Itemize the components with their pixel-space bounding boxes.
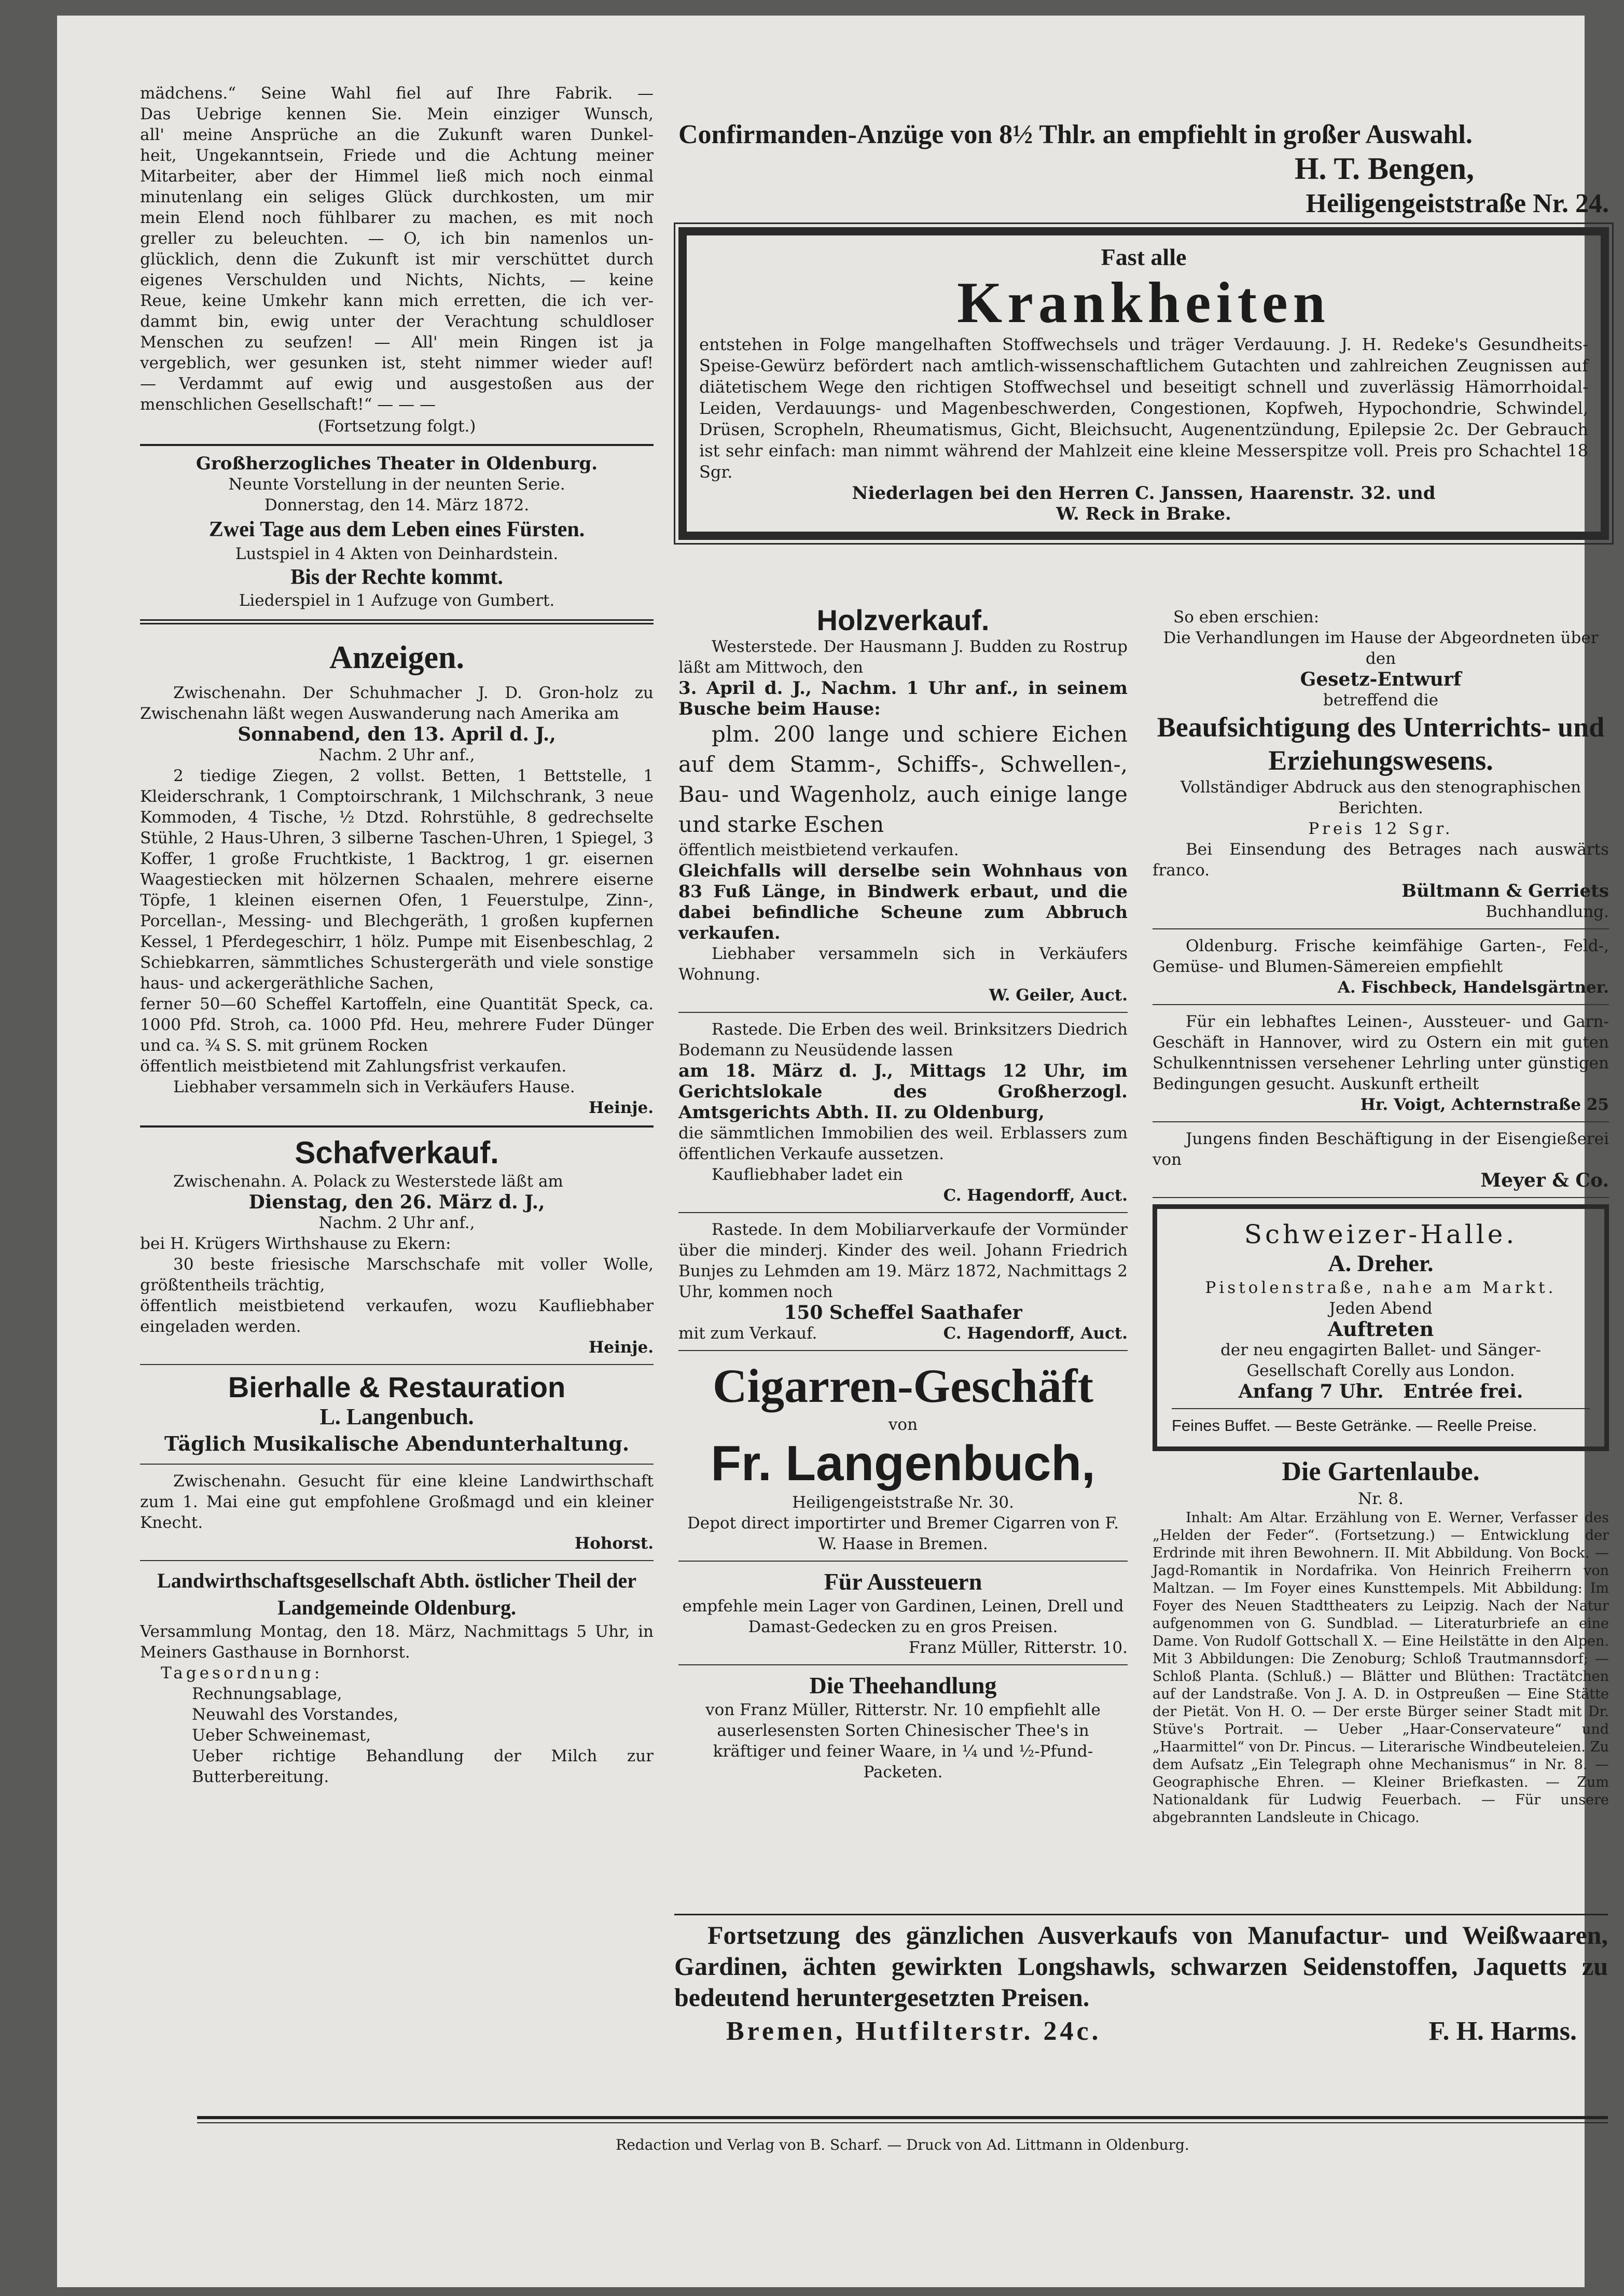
- story-line: minutenlang ein seliges Glück durchkosten, um mir: [140, 188, 654, 206]
- auction-date: Sonnabend, den 13. April d. J.,: [238, 723, 556, 745]
- right-column: [1153, 607, 1609, 1827]
- auction-signature: Heinje.: [588, 1098, 654, 1117]
- schweizer-halle-address: Pistolenstraße, nahe am Markt.: [1205, 1278, 1557, 1297]
- story-line: Das Uebrige kennen Sie. Mein einziger Wunsch,: [140, 105, 654, 123]
- anzeigen-heading: Anzeigen.: [329, 640, 465, 675]
- bueltmann: Bültmann & Gerriets: [1401, 881, 1609, 901]
- krankheiten-sale: Niederlagen bei den Herren C. Janssen, Haarenstr. 32. und: [852, 483, 1436, 504]
- gartenlaube-body: Inhalt: Am Altar. Erzählung von E. Werner, Verfasser des „Helden der Feder“. (Fortsetzung.) — Entwicklung der Erdrinde mit ihren Bewohnern. II. Mit Abbildung. Von Bock. — Jagd-Romantik in Nordafrika. Von Heinrich Freiherrn von Maltzan. — Im Foyer eines Kunsttempels. Mit Abbildung: Im Foyer des Neuen Stadttheaters zu Leipzig. Nach der Natur aufgenommen von G. Sundblad. — Literaturbriefe an eine Dame. Von Rudolf Gottschall X. — Eine Heilstätte in den Alpen. Mit 3 Abbildungen: Die Zenoburg; Schloß Trautmannsdorf; — Schloß Planta. (Schluß.) — Blätter und Blüthen: Tractätchen auf der Landstraße. Von J. A. D. in Ostpreußen — Eine Stätte der Pietät. Von H. O. — Der erste Bürger seiner Stadt mit Dr. Stüve's Portrait. — Ueber „Haar-Conservateure“ und „Haarmittel“ von Dr. Pincus. — Literarische Windbeuteleien. Zu dem Aufsatz „Ein Telegraph ohne Mechanismus“ in Nr. 8. — Geographische Ehren. — Kleiner Briefkasten. — Zum Nationaldank für Ludwig Feuerbach. — Für unsere abgebrannten Landsleute in Chicago.: [1153, 1510, 1609, 1826]
- story-line: Reue, keine Umkehr kann mich erretten, die ich ver-: [140, 291, 654, 310]
- cigarren-von: von: [888, 1415, 918, 1434]
- leinen-body: Für ein lebhaftes Leinen-, Aussteuer- und Garn-Geschäft in Hannover, wird zu Ostern ein mit guten Schulkenntnissen versehener Lehrling unter günstigen Bedingungen gesucht. Auskunft ertheilt: [1153, 1012, 1609, 1093]
- theater-subtitle: Neunte Vorstellung in der neunten Serie.: [228, 475, 565, 494]
- cigarren-body: Depot direct importirter und Bremer Cigarren von F. W. Haase in Bremen.: [687, 1514, 1119, 1553]
- agenda-item: Ueber richtige Behandlung der Milch zur Butterbereitung.: [192, 1747, 654, 1786]
- story-line: mein Elend noch fühlbarer zu machen, es mit noch: [140, 208, 654, 227]
- aussteuern-title: Für Aussteuern: [824, 1568, 982, 1595]
- schaf-place: bei H. Krügers Wirthshause zu Ekern:: [140, 1234, 451, 1253]
- theater-play2-desc: Liederspiel in 1 Aufzuge von Gumbert.: [239, 591, 555, 610]
- rastede-1-body: die sämmtlichen Immobilien des weil. Erblassers zum öffentlichen Verkaufe aussetzen.: [678, 1124, 1128, 1163]
- schweizer-halle-ad: [1153, 1204, 1609, 1451]
- auction-items: 2 tiedige Ziegen, 2 vollst. Betten, 1 Bettstelle, 1 Kleiderschrank, 1 Comptoirschrank, 1 Milchschrank, 3 neue Kommoden, 4 Tische, ½ Dtzd. Rohrstühle, 8 gedrechselte Stühle, 2 Haus-Uhren, 3 silberne Taschen-Uhren, 1 Spiegel, 3 Koffer, 1 große Fruchtkiste, 1 Backtrog, 1 gr. eisernen Waagestiecken mit hölzernen Schaalen, mehrere eiserne Töpfe, 1 kleinen eisernen Ofen, 1 Feuerstulpe, Zinn-, Porcellan-, Messing- und Blechgeräth, 1 großen kupfernen Kessel, 1 Pferdegeschirr, 1 hölz. Pumpe mit Eisenbeschlag, 2 Schiebkarren, sämmtliches Schustergeräth und viele sonstige haus- und ackergeräthliche Sachen,: [140, 767, 654, 993]
- schweizer-halle-anfang: Anfang 7 Uhr. Entrée frei.: [1238, 1381, 1523, 1402]
- schweizer-halle-jeden: Jeden Abend: [1329, 1299, 1433, 1318]
- holz-date: 3. April d. J., Nachm. 1 Uhr anf., in seinem Busche beim Hause:: [678, 678, 1128, 719]
- krankheiten-sale-2: W. Reck in Brake.: [1056, 504, 1231, 524]
- bier-owner: L. Langenbuch.: [320, 1404, 474, 1429]
- gartenlaube-title: Die Gartenlaube.: [1282, 1457, 1480, 1486]
- middle-column: [678, 604, 1128, 1783]
- rastede-1-meet: Kaufliebhaber ladet ein: [712, 1165, 903, 1184]
- rastede-1-signature: C. Hagendorff, Auct.: [943, 1186, 1128, 1205]
- bengen-address: Heiligengeiststraße Nr. 24.: [1306, 189, 1609, 218]
- gesucht-text: Zwischenahn. Gesucht für eine kleine Landwirthschaft zum 1. Mai eine gut empfohlene Großmagd und ein kleiner Knecht.: [140, 1472, 654, 1532]
- story-line: heit, Ungekanntsein, Friede und die Achtung meiner: [140, 146, 654, 165]
- theater-date: Donnerstag, den 14. März 1872.: [264, 496, 530, 514]
- holz-close: öffentlich meistbietend verkaufen.: [678, 841, 959, 859]
- schaf-close: öffentlich meistbietend verkaufen, wozu Kaufliebhaber eingeladen werden.: [140, 1297, 654, 1336]
- land-agenda: Tagesordnung:: [161, 1664, 323, 1682]
- schaf-time: Nachm. 2 Uhr anf.,: [318, 1214, 475, 1232]
- krankheiten-ad: [678, 227, 1609, 540]
- thee-body: von Franz Müller, Ritterstr. Nr. 10 empfiehlt alle auserlesensten Sorten Chinesischer Thee's in kräftiger und feiner Waare, in ¼ und ½-Pfund-Packeten.: [705, 1701, 1101, 1782]
- ausverkauf-address: Bremen, Hutfilterstr. 24c.: [726, 2016, 1102, 2046]
- auction-items-2: ferner 50—60 Scheffel Kartoffeln, eine Quantität Speck, ca. 1000 Pfd. Stroh, ca. 1000 Pfd. Heu, mehrere Fuder Dünger und ca. ¾ S. S. mit grünem Rocken: [140, 995, 654, 1055]
- auction-close-2: Liebhaber versammeln sich in Verkäufers Hause.: [173, 1078, 575, 1096]
- holz-body: plm. 200 lange und schiere Eichen auf dem Stamm-, Schiffs-, Schwellen-, Bau- und Wagenholz, auch einige lange und starke Eschen: [678, 721, 1128, 837]
- top-wide: [678, 119, 1609, 540]
- theater-play2: Bis der Rechte kommt.: [290, 565, 503, 589]
- cigarren-address: Heiligengeiststraße Nr. 30.: [792, 1493, 1014, 1512]
- beaufsichtigung-title: Beaufsichtigung des Unterrichts- und Erziehungswesens.: [1157, 712, 1605, 776]
- schaf-signature: Heinje.: [588, 1338, 654, 1357]
- rastede-2-item: 150 Scheffel Saathafer: [784, 1302, 1022, 1324]
- jungens-body: Jungens finden Beschäftigung in der Eisengießerei von: [1153, 1130, 1609, 1169]
- cigarren-title: Cigarren-Geschäft: [712, 1359, 1094, 1412]
- fischbeck-body: Oldenburg. Frische keimfähige Garten-, Feld-, Gemüse- und Blumen-Sämereien empfiehlt: [1153, 937, 1609, 976]
- jungens-signature: Meyer & Co.: [1480, 1170, 1609, 1191]
- imprint: [197, 2116, 1608, 2155]
- schweizer-halle-owner: A. Dreher.: [1328, 1250, 1434, 1276]
- story-line: Mitarbeiter, aber der Himmel ließ mich noch einmal: [140, 167, 654, 186]
- agenda-item: Rechnungsablage,: [192, 1685, 342, 1703]
- story-line: mädchens.“ Seine Wahl fiel auf Ihre Fabrik. —: [140, 84, 654, 103]
- story-line: — Verdammt auf ewig und ausgestoßen aus der: [140, 374, 654, 393]
- rastede-2-signature: C. Hagendorff, Auct.: [943, 1324, 1128, 1343]
- auction-intro: Zwischenahn. Der Schuhmacher J. D. Gron-holz zu Zwischenahn läßt wegen Auswanderung nach Amerika am: [140, 684, 654, 723]
- holz-meet: Liebhaber versammeln sich in Verkäufers Wohnung.: [678, 944, 1128, 984]
- bier-subtitle: Täglich Musikalische Abendunterhaltung.: [164, 1432, 630, 1455]
- rastede-2-close: [678, 1323, 1128, 1344]
- rastede-1-date: am 18. März d. J., Mittags 12 Uhr, im Gerichtslokale des Großherzogl. Amtsgerichts Abth. II. zu Oldenburg,: [678, 1061, 1128, 1123]
- theater-title: Großherzogliches Theater in Oldenburg.: [196, 453, 598, 474]
- left-column: [140, 83, 654, 1787]
- bueltmann-sub: Buchhandlung.: [1486, 902, 1609, 921]
- leinen-signature: Hr. Voigt, Achternstraße 25: [1360, 1095, 1609, 1114]
- land-body: Versammlung Montag, den 18. März, Nachmittags 5 Uhr, in Meiners Gasthause in Bornhorst.: [140, 1622, 654, 1662]
- holz-intro: Westerstede. Der Hausmann J. Budden zu Rostrup läßt am Mittwoch, den: [678, 637, 1128, 677]
- rastede-1-intro: Rastede. Die Erben des weil. Brinksitzers Diedrich Bodemann zu Neusüdende lassen: [678, 1020, 1128, 1060]
- abdruck: Vollständiger Abdruck aus den stenographischen Berichten.: [1180, 778, 1581, 817]
- auction-close: öffentlich meistbietend mit Zahlungsfrist verkaufen.: [140, 1057, 567, 1076]
- aussteuern-body: empfehle mein Lager von Gardinen, Leinen, Drell und Damast-Gedecken zu en gros Preisen.: [682, 1597, 1124, 1636]
- story-line: glücklich, denn die Zukunft ist mir verschüttet durch: [140, 250, 654, 269]
- krankheiten-title: Krankheiten: [957, 271, 1330, 335]
- thee-title: Die Theehandlung: [809, 1672, 997, 1699]
- story-line: Menschen zu seufzen! — All' mein Ringen ist ja: [140, 333, 654, 352]
- ausverkauf-ad: [674, 1914, 1608, 2047]
- rastede-2-close-text: mit zum Verkauf.: [678, 1324, 817, 1343]
- theater-play-desc: Lustspiel in 4 Akten von Deinhardstein.: [235, 545, 559, 563]
- schweizer-halle-body: der neu engagirten Ballet- und Sänger-Gesellschaft Corelly aus London.: [1220, 1341, 1541, 1380]
- rastede-2-intro: Rastede. In dem Mobiliarverkaufe der Vormünder über die minderj. Kinder des weil. Johann Friedrich Bunjes zu Lehmden am 19. März 1872, Nachmittags 2 Uhr, kommen noch: [678, 1220, 1128, 1301]
- land-agenda-list: [140, 1683, 654, 1787]
- bengen-name: H. T. Bengen,: [1294, 151, 1474, 186]
- story-line: menschlichen Gesellschaft!“ — — —: [140, 395, 436, 414]
- land-title: Landwirthschaftsgesellschaft Abth. östlicher Theil der Landgemeinde Oldenburg.: [157, 1569, 637, 1619]
- preis: Preis 12 Sgr.: [1308, 819, 1453, 838]
- imprint-text: Redaction und Verlag von B. Scharf. — Druck von Ad. Littmann in Oldenburg.: [616, 2136, 1189, 2153]
- einsendung: Bei Einsendung des Betrages nach auswärts franco.: [1153, 840, 1609, 880]
- ausverkauf-footer: [674, 2016, 1608, 2047]
- betreffend: betreffend die: [1323, 691, 1438, 709]
- holz-signature: W. Geiler, Auct.: [989, 986, 1128, 1005]
- krankheiten-body: entstehen in Folge mangelhaften Stoffwechsels und träger Verdauung. J. H. Redeke's Gesundheits-Speise-Gewürz befördert nach amtlich-wissenschaftlichem Gutachten und zahlreichen Zeugnissen auf diätetischem Wege den richtigen Stoffwechsel und beseitigt schnell und zuverlässig Hämorrhoidal-Leiden, Verdauungs- und Magenbeschwerden, Congestionen, Kopfweh, Hypochondrie, Schwindel, Drüsen, Scropheln, Rheumatismus, Gicht, Bleichsucht, Augenentzündung, Epilepsie 2c. Der Gebrauch ist sehr einfach: man nimmt während der Mahlzeit eine kleine Messerspitze voll. Preis pro Schachtel 18 Sgr.: [699, 335, 1588, 482]
- ausverkauf-signature: F. H. Harms.: [1428, 2016, 1577, 2046]
- theater-play: Zwei Tage aus dem Leben eines Fürsten.: [209, 518, 585, 541]
- bier-title: Bierhalle & Restauration: [228, 1371, 566, 1403]
- holz-title: Holzverkauf.: [816, 604, 990, 636]
- story-line: dammt bin, ewig unter der Verachtung schuldloser: [140, 312, 654, 331]
- agenda-item: Ueber Schweinemast,: [192, 1726, 371, 1745]
- ausverkauf-text: Fortsetzung des gänzlichen Ausverkaufs von Manufactur- und Weißwaaren, Gardinen, ächten gewirkten Longshawls, schwarzen Seidenstoffen, Jaquetts zu bedeutend heruntergesetzten Preisen.: [674, 1921, 1608, 2012]
- schaf-title: Schafverkauf.: [295, 1135, 499, 1170]
- gartenlaube-nr: Nr. 8.: [1358, 1490, 1404, 1508]
- continued-note: (Fortsetzung folgt.): [317, 417, 476, 436]
- schaf-intro: Zwischenahn. A. Polack zu Westerstede läßt am: [173, 1172, 563, 1191]
- schweizer-halle-buffet: Feines Buffet. — Beste Getränke. — Reelle Preise.: [1172, 1416, 1537, 1435]
- verhandlungen: Die Verhandlungen im Hause der Abgeordneten über den: [1163, 629, 1599, 668]
- erschienen: So eben erschien:: [1173, 608, 1320, 627]
- fischbeck-signature: A. Fischbeck, Handelsgärtner.: [1337, 978, 1609, 997]
- serial-story: [140, 83, 654, 415]
- story-line: vergeblich, wer gesunken ist, steht nimmer wieder auf!: [140, 354, 654, 372]
- schaf-body: 30 beste friesische Marschschafe mit voller Wolle, größtentheils trächtig,: [140, 1255, 654, 1295]
- gesucht-signature: Hohorst.: [574, 1534, 654, 1553]
- schweizer-halle-auftreten: Auftreten: [1327, 1317, 1434, 1341]
- aussteuern-signature: Franz Müller, Ritterstr. 10.: [908, 1638, 1128, 1657]
- cigarren-name: Fr. Langenbuch,: [711, 1436, 1095, 1491]
- story-line: greller zu beleuchten. — O, ich bin namenlos un-: [140, 229, 654, 248]
- fast-alle: Fast alle: [1101, 244, 1187, 270]
- agenda-item: Neuwahl des Vorstandes,: [192, 1705, 398, 1724]
- story-line: all' meine Ansprüche an die Zukunft waren Dunkel-: [140, 126, 654, 144]
- auction-time: Nachm. 2 Uhr anf.,: [318, 746, 475, 764]
- schaf-date: Dienstag, den 26. März d. J.,: [248, 1191, 545, 1213]
- gesetz-entwurf: Gesetz-Entwurf: [1300, 669, 1462, 690]
- confirmation-ad: Confirmanden-Anzüge von 8½ Thlr. an empfiehlt in großer Auswahl.: [678, 120, 1473, 149]
- story-line: eigenes Verschulden und Nichts, Nichts, — keine: [140, 271, 654, 289]
- schweizer-halle-title: Schweizer-Halle.: [1244, 1219, 1518, 1249]
- holz-more: Gleichfalls will derselbe sein Wohnhaus von 83 Fuß Länge, in Bindwerk erbaut, und die dabei befindliche Scheune zum Abbruch verkaufen.: [678, 860, 1128, 943]
